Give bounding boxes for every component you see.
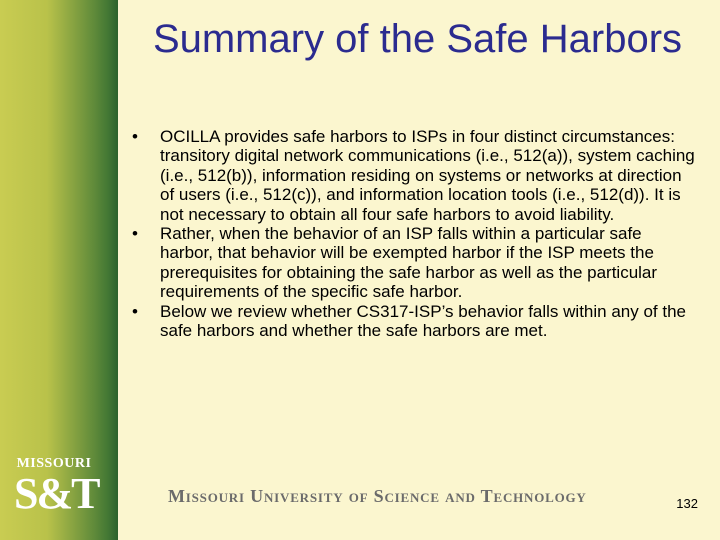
footer-university-name: Missouri University of Science and Technology bbox=[168, 486, 587, 506]
bullet-item: • Rather, when the behavior of an ISP falls within a particular safe harbor, that behavior will be exempted harbor if the ISP meets the prerequisites for obtaining the safe harbor as well as the particular requirements of the specific safe harbor. bbox=[132, 224, 697, 302]
slide-title: Summary of the Safe Harbors bbox=[152, 17, 683, 61]
bullet-item: • OCILLA provides safe harbors to ISPs in four distinct circumstances: transitory digital network communications (i.e., 512(a)), system caching (i.e., 512(b)), information residing on systems or networks at direction of users (i.e., 512(c)), and information location tools (i.e., 512(d)). It is not necessary to obtain all four safe harbors to avoid liability. bbox=[132, 127, 697, 224]
logo-st: S&T bbox=[14, 469, 99, 518]
logo-missouri-text: MISSOURI bbox=[16, 456, 92, 471]
bullet-list bbox=[132, 127, 697, 340]
bullet-item: • Below we review whether CS317-ISP’s behavior falls within any of the safe harbors and whether the safe harbors are met. bbox=[132, 302, 697, 341]
page-number: 132 bbox=[676, 496, 698, 511]
